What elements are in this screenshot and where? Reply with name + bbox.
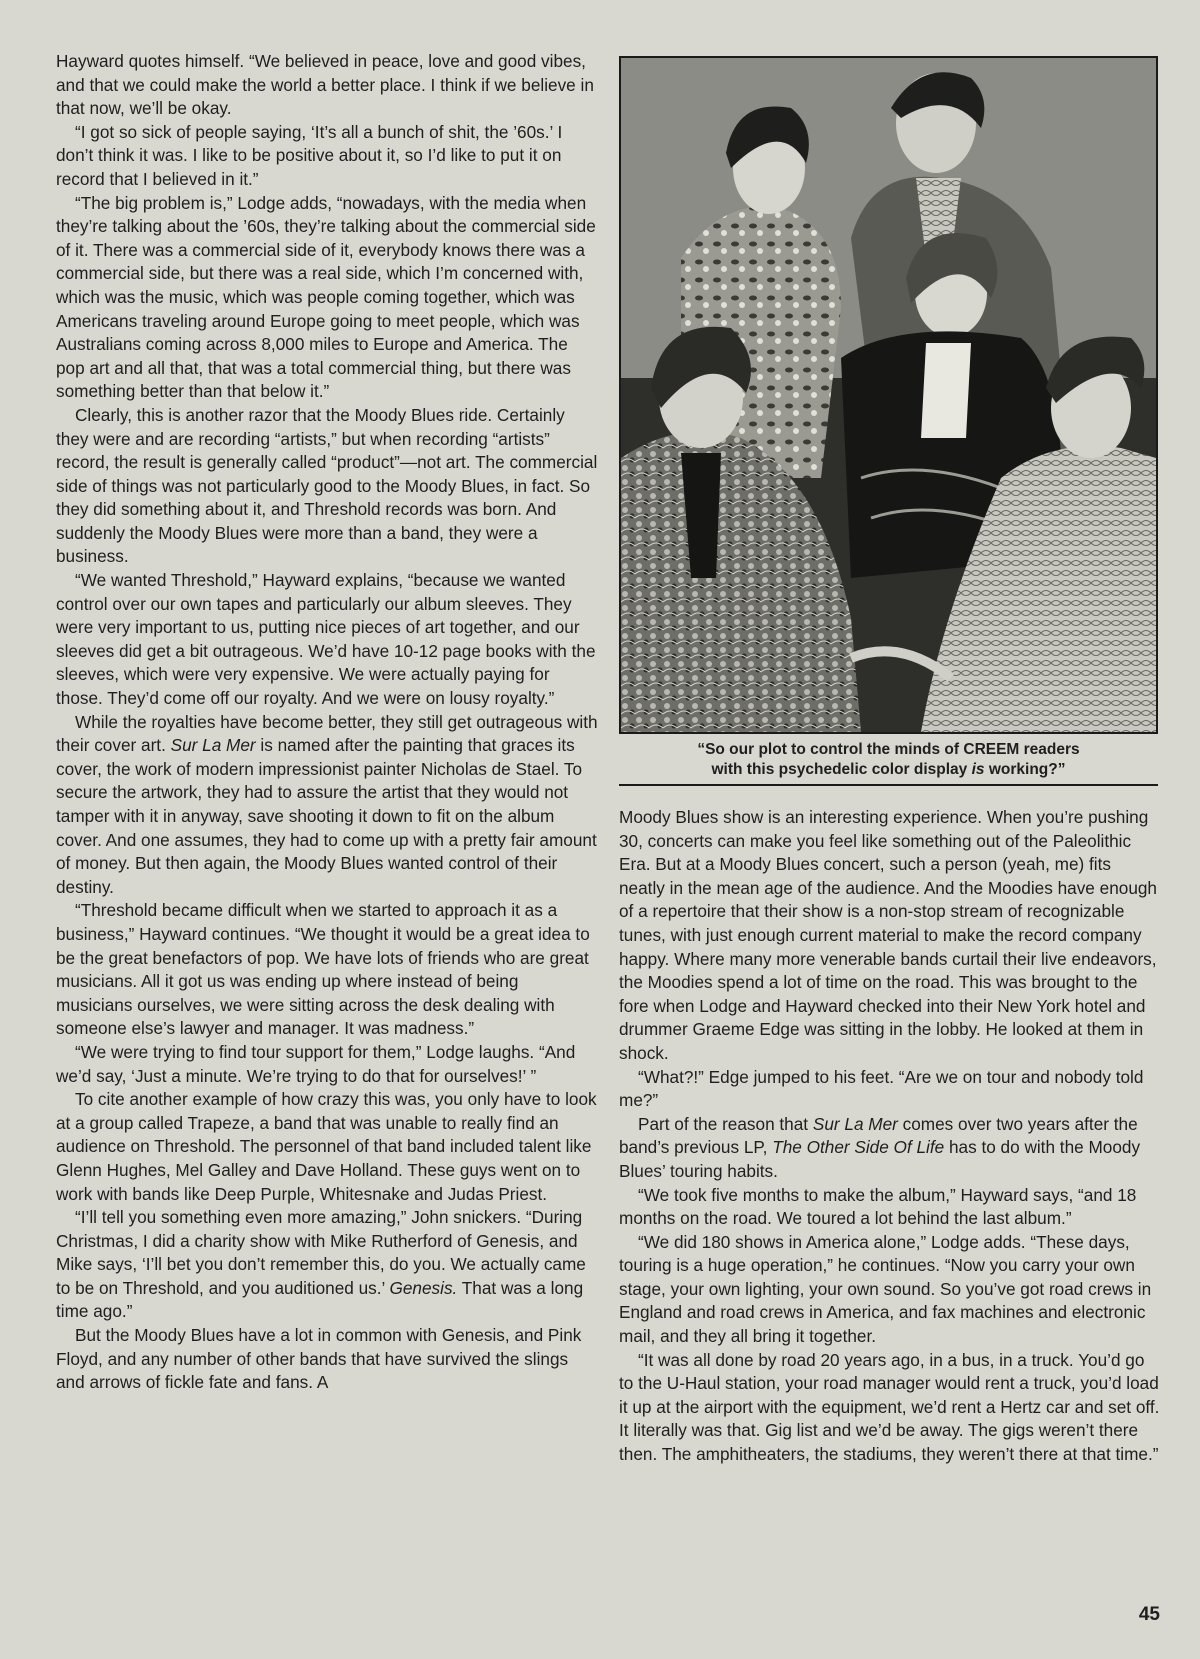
paragraph: “We were trying to find tour support for them,” Lodge laughs. “And we’d say, ‘Just a minute. We’re trying to do that for ourselves!’ ” [56,1041,576,1086]
paragraph: “The big problem is,” Lodge adds, “nowadays, with the media when they’re talking about the ’60s, they’re talking about the commercial side of it. There was a commercial side of it, everybody knows there was a commercial side, but there was a real side, which I’m concerned with, which was the music, which was people coming together, which was Americans traveling around Europe going to meet people, which was Australians coming across 8,000 miles to Europe and America. The pop art and all that, that was a total commercial thing, but there was something better than that below it.” [56,192,596,402]
paragraph: Moody Blues show is an interesting experience. When you’re pushing 30, concerts can make you feel like something out of the Paleolithic Era. But at a Moody Blues concert, such a person (yeah, me) fits neatly in the mean age of the audience. And the Moodies have enough of a repertoire that their show is a non-stop stream of recognizable tunes, with just enough current material to make the record company happy. Where many more venerable bands curtail their live endeavors, the Moodies spend a lot of time on the road. This was brought to the fore when Lodge and Hayward checked into their New York hotel and drummer Graeme Edge was sitting in the lobby. He looked at them in shock. [619,807,1157,1063]
paragraph: To cite another example of how crazy this was, you only have to look at a group called Trapeze, a band that was unable to really find an audience on Threshold. The personnel of that band included talent like Glenn Hughes, Mel Galley and Dave Holland. These guys went on to work with bands like Deep Purple, Whitesnake and Judas Priest. [56,1089,597,1204]
paragraph: “We did 180 shows in America alone,” Lodge adds. “These days, touring is a huge operation,” he continues. “Now you carry your own stage, your own lighting, your own sound. So you’ve got road crews in England and road crews in America, and fax machines and electronic mail, and they all bring it together. [619,1231,1152,1347]
caption-line [619,760,1158,780]
paragraph: “What?!” Edge jumped to his feet. “Are we on tour and nobody told me?” [619,1066,1144,1111]
paragraph: “I got so sick of people saying, ‘It’s all a bunch of shit, the ’60s.’ I don’t think it was. I like to be positive about it, so I’d like to put it on record that I believed in it.” [56,121,563,189]
band-photo-illustration [621,58,1156,732]
photo-caption [619,740,1158,780]
paragraph: “It was all done by road 20 years ago, in a bus, in a truck. You’d go to the U-Haul station, your road manager would rent a truck, you’d load it up at the airport with the equipment, we’d rent a Hertz car and set off. It literally was that. Gig list and we’d be away. The gigs weren’t there then. The amphitheaters, the stadiums, they weren’t there at that time.” [619,1349,1160,1465]
caption-text: working?” [984,761,1066,778]
caption-line: “So our plot to control the minds of CREEM readers [697,741,1080,758]
paragraph: “Threshold became difficult when we started to approach it as a business,” Hayward continues. “We thought it would be a great idea to be the great benefactors of pop. We have lots of friends who are great musicians. All it got us was ending up where instead of being musicians ourselves, we were sitting across the desk dealing with someone else’s lawyer and manager. It was madness.” [56,900,590,1039]
caption-divider [619,784,1158,786]
caption-emphasis: is [971,761,985,778]
right-column [619,806,1161,1467]
caption-text: with this psychedelic color display [711,761,972,778]
paragraph: But the Moody Blues have a lot in common with Genesis, and Pink Floyd, and any number of other bands that have survived the slings and arrows of fickle fate and fans. A [56,1325,582,1393]
paragraph: Part of the reason that Sur La Mer comes over two years after the band’s previous LP, The Other Side Of Life has to do with the Moody Blues’ touring habits. [619,1113,1141,1181]
page-number: 45 [1138,1604,1160,1625]
paragraph: “I’ll tell you something even more amazing,” John snickers. “During Christmas, I did a charity show with Mike Rutherford of Genesis, and Mike says, ‘I’ll bet you don’t remember this, do you. We actually came to be on Threshold, and you auditioned us.’ Genesis. That was a long time ago.” [56,1207,586,1322]
band-photo [619,56,1158,734]
left-column [56,50,599,1395]
paragraph: “We wanted Threshold,” Hayward explains, “because we wanted control over our own tapes and particularly our album sleeves. They were very important to us, putting nice pieces of art together, and our sleeves did get a bit outrageous. We’d have 10-12 page books with the sleeves, which were very expensive. We were actually paying for those. They’d come off our royalty. And we were on lousy royalty.” [56,570,596,709]
paragraph: Hayward quotes himself. “We believed in peace, love and good vibes, and that we could make the world a better place. I think if we believe in that now, we’ll be okay. [56,51,594,119]
paragraph: Clearly, this is another razor that the Moody Blues ride. Certainly they were and are recording “artists,” but when recording “artists” record, the result is generally called “product”—not art. The commercial side of things was not particularly good to the Moody Blues, in fact. So they did something about it, and Threshold records was born. And suddenly the Moody Blues were more than a band, they were a business. [56,404,598,567]
paragraph: “We took five months to make the album,” Hayward says, “and 18 months on the road. We toured a lot behind the last album.” [619,1184,1137,1229]
paragraph: While the royalties have become better, they still get outrageous with their cover art. Sur La Mer is named after the painting that graces its cover, the work of modern impressionist painter Nicholas de Stael. To secure the artwork, they had to assure the artist that they would not tamper with it in anyway, save shooting it down to fit on the album cover. And one assumes, they had to come up with a pretty fair amount of money. But then again, the Moody Blues wanted control of their destiny. [56,711,598,897]
